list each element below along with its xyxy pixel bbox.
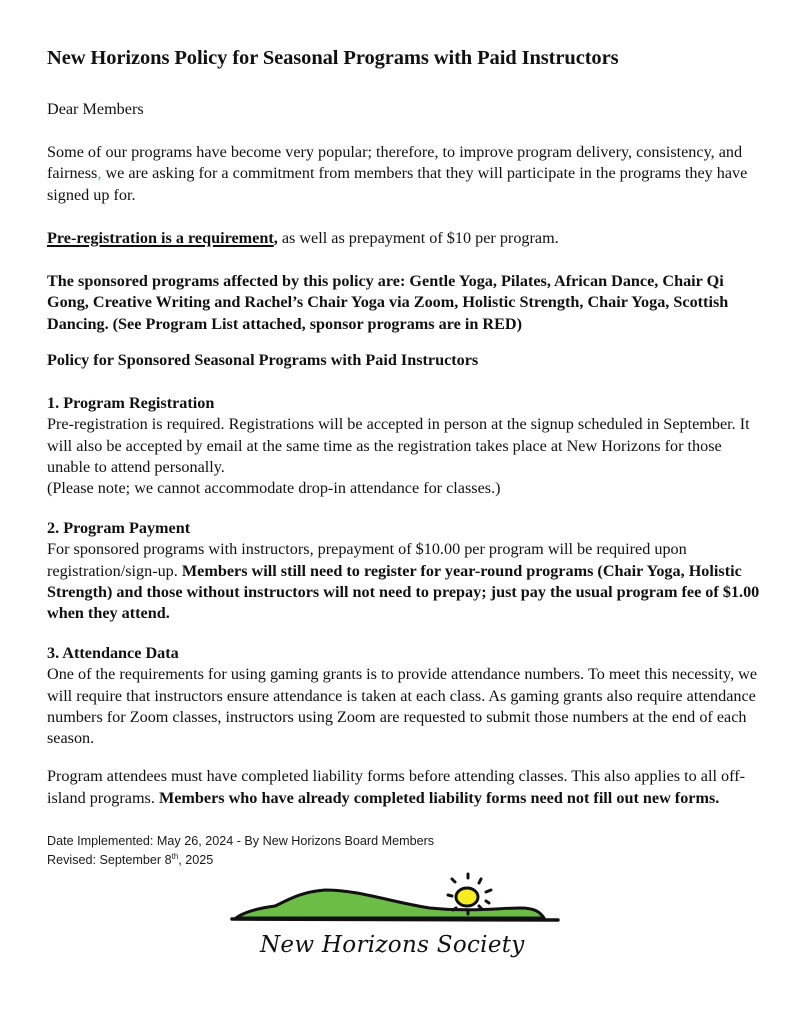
section-body: For sponsored programs with instructors, prepayment of $10.00 per program will be required upon registration/sign-up. — [47, 540, 687, 580]
section-heading: 3. Attendance Data — [47, 644, 179, 662]
requirement-comma: , — [273, 229, 278, 247]
new-horizons-logo — [230, 868, 565, 968]
document-title: New Horizons Policy for Seasonal Programs with Paid Instructors — [47, 47, 619, 69]
liability-paragraph — [47, 765, 762, 809]
revised-suffix: , 2025 — [178, 853, 214, 867]
requirement-emphasis: Pre-registration is a requirement — [47, 229, 274, 247]
liability-emphasis: Members who have already completed liability forms need not fill out new forms. — [158, 789, 720, 807]
section-body-emphasis: Members will still need to register for year-round programs (Chair Yoga, Holistic Strength) and those without instructors will not need to prepay; just pay the usual program fee of $1.00 when they attend. — [47, 561, 760, 623]
salutation: Dear Members — [47, 100, 144, 118]
section-program-payment — [47, 518, 762, 624]
section-program-registration — [47, 393, 762, 499]
intro-text-1: Some of our programs have become very popular; therefore, to improve program delivery, consistency, and fairness — [47, 143, 743, 183]
liability-text: Program attendees must have completed liability forms before attending classes. This also applies to all off-island programs. — [47, 767, 745, 807]
revised-prefix: Revised: September 8 — [47, 853, 172, 867]
affected-programs-paragraph: The sponsored programs affected by this policy are: Gentle Yoga, Pilates, African Dance, Chair Qi Gong, Creative Writing and Rachel’s Chair Yoga via Zoom, Holistic Strength, Chair Yoga, Scottish Dancing. (See Program List attached, sponsor programs are in RED) — [47, 272, 729, 333]
section-attendance-data — [47, 643, 762, 749]
date-revised — [47, 851, 213, 869]
intro-comma: , — [97, 164, 102, 183]
requirement-rest: as well as prepayment of $10 per program. — [277, 229, 559, 247]
requirement-paragraph — [47, 228, 762, 249]
section-heading: 2. Program Payment — [47, 519, 191, 537]
revised-ordinal: th — [171, 852, 179, 861]
logo-text: New Horizons Society — [260, 932, 525, 958]
intro-text-2: we are asking for a commitment from members that they will participate in the programs they have signed up for. — [47, 164, 748, 204]
section-note: (Please note; we cannot accommodate drop-in attendance for classes.) — [47, 479, 501, 498]
intro-paragraph — [47, 142, 762, 206]
date-implemented: Date Implemented: May 26, 2024 - By New Horizons Board Members — [47, 834, 435, 848]
section-heading: 1. Program Registration — [47, 394, 215, 412]
section-body: One of the requirements for using gaming grants is to provide attendance numbers. To meet this necessity, we will require that instructors ensure attendance is taken at each class. As gaming grants also require attendance numbers for Zoom classes, instructors using Zoom are requested to submit those numbers at the end of each season. — [47, 665, 758, 748]
section-body: Pre-registration is required. Registrations will be accepted in person at the signup scheduled in September. It will also be accepted by email at the same time as the registration takes place at New Horizons for those unable to attend personally. — [47, 415, 750, 476]
policy-heading: Policy for Sponsored Seasonal Programs with Paid Instructors — [47, 351, 479, 369]
